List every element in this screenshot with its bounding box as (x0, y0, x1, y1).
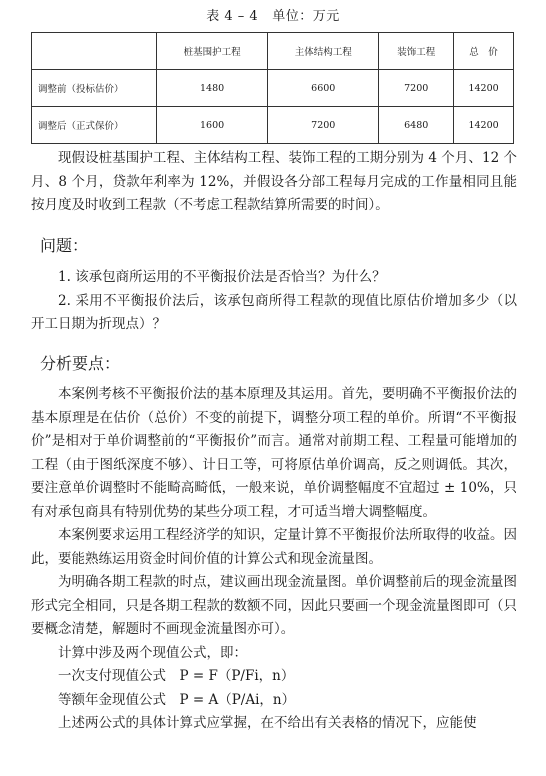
question-item: 1. 该承包商所运用的不平衡报价法是否恰当？为什么？ (58, 269, 386, 285)
header-cell: 总 价 (454, 33, 514, 70)
intro-paragraph-block (31, 147, 517, 218)
formula-annuity: 等额年金现值公式 P = A（P/Ai，n） (58, 691, 296, 708)
table-header-row (32, 33, 514, 70)
table-row (32, 107, 514, 144)
analysis-heading: 分析要点： (40, 354, 121, 373)
table-cell: 1600 (157, 107, 268, 144)
table-cell: 7200 (268, 107, 379, 144)
table-cell: 7200 (379, 70, 454, 107)
question-item: 2. 采用不平衡报价法后，该承包商所得工程款的现值比原估价增加多少（以开工日期为折现点）？ (31, 292, 517, 332)
analysis-paragraph: 本案例要求运用工程经济学的知识，定量计算不平衡报价法所取得的收益。因此，要能熟练运用资金时间价值的计算公式和现金流量图。 (31, 527, 517, 567)
header-cell (32, 33, 157, 70)
price-table (31, 32, 514, 144)
formula-single-payment: 一次支付现值公式 P = F（P/Fi，n） (58, 668, 295, 684)
closing-line: 上述两公式的具体计算式应掌握，在不给出有关表格的情况下，应能使 (58, 715, 477, 731)
questions-list (31, 266, 517, 337)
table-caption (0, 5, 546, 24)
header-cell: 桩基围护工程 (157, 33, 268, 70)
analysis-paragraph: 为明确各期工程款的时点，建议画出现金流量图。单价调整前后的现金流量图形式完全相同，只是各期工程款的数额不同，因此只要画一个现金流量图即可（只要概念清楚，解题时不画现金流量图亦可）。 (31, 574, 517, 637)
header-cell: 装饰工程 (379, 33, 454, 70)
table-cell: 1480 (157, 70, 268, 107)
table-cell: 6600 (268, 70, 379, 107)
table-number: 表 4 – 4 (206, 9, 259, 24)
table-cell: 14200 (454, 70, 514, 107)
table-row (32, 70, 514, 107)
analysis-paragraph: 计算中涉及两个现值公式，即： (58, 644, 247, 661)
header-cell: 主体结构工程 (268, 33, 379, 70)
analysis-paragraph: 本案例考核不平衡报价法的基本原理及其运用。首先，要明确不平衡报价法的基本原理是在估价（总价）不变的前提下，调整分项工程的单价。所谓“不平衡报价”是相对于单价调整前的“平衡报价”而言。通常对前期工程、工程量可能增加的工程（由于图纸深度不够）、计日工等，可将原估单价调高，反之则调低。其次，要注意单价调整时不能畸高畸低，一般来说，单价调整幅度不宜超过 ± 10%，只有对承包商具有特别优势的某些分项工程，才可适当增大调整幅度。 (31, 386, 517, 520)
table-unit: 单位：万元 (272, 9, 340, 24)
row-label: 调整前（投标估价） (32, 70, 157, 107)
analysis-body (31, 383, 517, 736)
row-label: 调整后（正式保价） (32, 107, 157, 144)
intro-paragraph: 现假设桩基围护工程、主体结构工程、装饰工程的工期分别为 4 个月、12 个月、8 个月，贷款年利率为 12%，并假设各分部工程每月完成的工作量相同且能按月度及时收到工程款（不考虑工程款结算所需要的时间）。 (31, 150, 517, 213)
table-cell: 6480 (379, 107, 454, 144)
questions-heading: 问题： (40, 236, 89, 255)
table-cell: 14200 (454, 107, 514, 144)
